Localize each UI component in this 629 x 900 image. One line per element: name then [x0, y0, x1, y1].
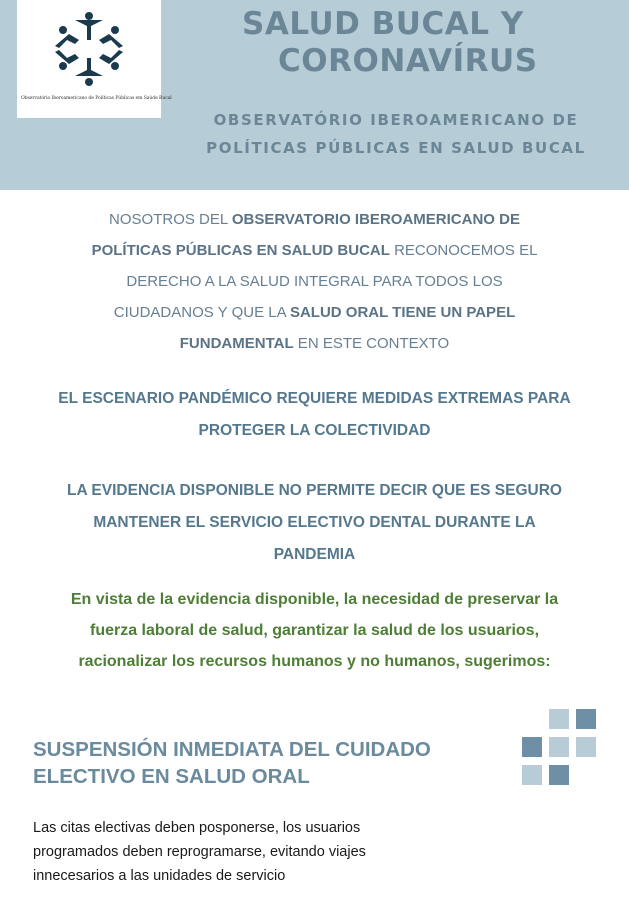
page-subtitle	[186, 106, 606, 162]
square-tile	[522, 737, 542, 757]
title-line-2: CORONAVÍRUS	[278, 43, 538, 79]
square-tile	[549, 709, 569, 729]
p1-line-3: DERECHO A LA SALUD INTEGRAL PARA TODOS LOS	[126, 273, 503, 290]
logo-caption: Observatório Iberoamericano de Políticas Públicas em Saúde Bucal	[21, 96, 172, 101]
section-title	[33, 736, 453, 790]
p1-text-i: EN ESTE CONTEXTO	[293, 335, 450, 352]
p1-text-d: RECONOCEMOS EL	[389, 242, 538, 259]
p3-line-2: MANTENER EL SERVICIO ELECTIVO DENTAL DURANTE LA	[93, 514, 536, 531]
recommendation-paragraph	[16, 584, 613, 677]
square-tile	[576, 709, 596, 729]
p3-line-1: LA EVIDENCIA DISPONIBLE NO PERMITE DECIR QUE ES SEGURO	[67, 482, 562, 499]
square-tile	[576, 737, 596, 757]
section-title-line-1: SUSPENSIÓN INMEDIATA DEL CUIDADO	[33, 738, 431, 761]
p2-line-2: PROTEGER LA COLECTIVIDAD	[198, 422, 431, 439]
title-line-1: SALUD BUCAL Y	[242, 6, 524, 42]
section-body	[33, 816, 453, 888]
section-title-line-2: ELECTIVO EN SALUD ORAL	[33, 765, 310, 788]
subtitle-line-2: POLÍTICAS PÚBLICAS EN SALUD BUCAL	[206, 139, 586, 157]
observatory-logo	[17, 0, 172, 118]
p1-line-5	[40, 328, 589, 359]
p4-line-3: racionalizar los recursos humanos y no humanos, sugerimos:	[78, 653, 551, 670]
p4-line-1: En vista de la evidencia disponible, la necesidad de preservar la	[70, 591, 559, 608]
body-line-1: Las citas electivas deben posponerse, los usuarios	[33, 820, 361, 836]
page-title	[230, 6, 560, 80]
p1-text-g: SALUD ORAL TIENE UN PAPEL	[289, 304, 516, 321]
square-tile	[549, 737, 569, 757]
subtitle-line-1: OBSERVATÓRIO IBEROAMERICANO DE	[213, 111, 579, 129]
p3-line-3: PANDEMIA	[273, 546, 356, 563]
p2-line-1: EL ESCENARIO PANDÉMICO REQUIERE MEDIDAS EXTREMAS PARA	[58, 390, 571, 407]
pandemic-paragraph	[22, 383, 607, 447]
p1-line-1	[40, 204, 589, 235]
p1-text-b: OBSERVATORIO IBEROAMERICANO DE	[231, 211, 520, 228]
p4-line-2: fuerza laboral de salud, garantizar la salud de los usuarios,	[89, 622, 540, 639]
square-tile	[549, 765, 569, 785]
people-circle-logo-icon	[53, 10, 125, 88]
statement-paragraph	[40, 204, 589, 359]
header-banner	[0, 0, 629, 190]
p1-text-h: FUNDAMENTAL	[179, 335, 294, 352]
square-tile	[522, 765, 542, 785]
body-line-3: innecesarios a las unidades de servicio	[33, 868, 286, 884]
p1-text-f: CIUDADANOS Y QUE LA	[113, 304, 290, 321]
p1-line-2	[40, 235, 589, 266]
p1-line-4	[40, 297, 589, 328]
p1-text-c: POLÍTICAS PÚBLICAS EN SALUD BUCAL	[91, 242, 390, 259]
evidence-paragraph	[22, 475, 607, 571]
body-line-2: programados deben reprogramarse, evitando viajes	[33, 844, 366, 860]
p1-text-a: NOSOTROS DEL	[109, 211, 232, 228]
